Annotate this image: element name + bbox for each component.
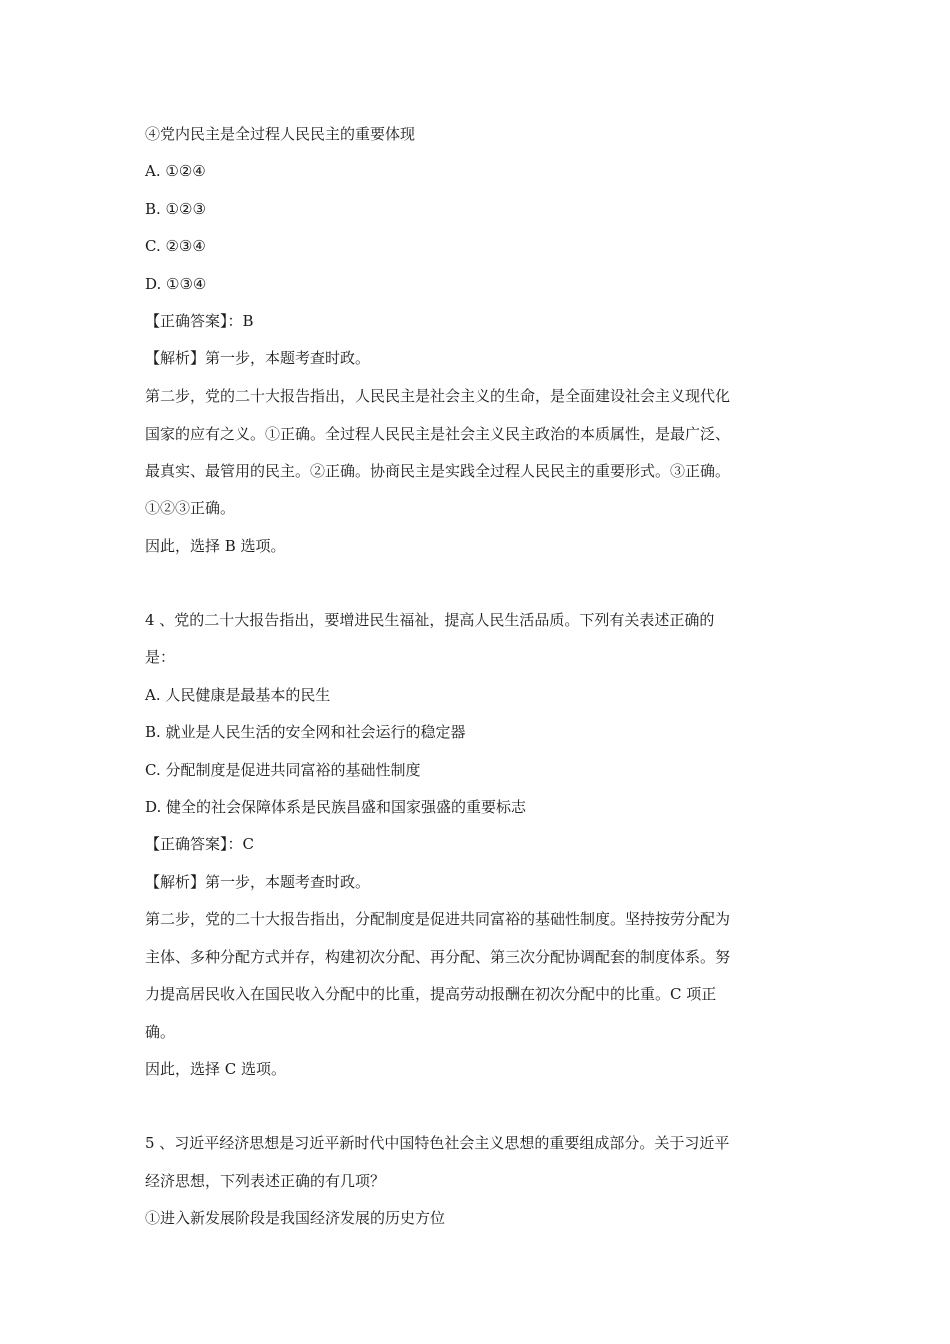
q4-analysis-head: 【解析】第一步，本题考查时政。 <box>145 873 371 891</box>
q3-analysis-line: 国家的应有之义。①正确。全过程人民民主是社会主义民主政治的本质属性，是最广泛、 <box>145 425 731 443</box>
q3-option-a: A. ①②④ <box>145 162 206 180</box>
q3-analysis-line: ①②③正确。 <box>145 499 236 517</box>
q3-analysis-line: 最真实、最管用的民主。②正确。协商民主是实践全过程人民民主的重要形式。③正确。 <box>145 462 731 480</box>
q4-option-b: B. 就业是人民生活的安全网和社会运行的稳定器 <box>145 723 466 741</box>
q4-option-c: C. 分配制度是促进共同富裕的基础性制度 <box>145 761 421 779</box>
q4-option-a: A. 人民健康是最基本的民生 <box>145 686 331 704</box>
q5-stem-line: 5 、习近平经济思想是习近平新时代中国特色社会主义思想的重要组成部分。关于习近平 <box>145 1134 730 1152</box>
q3-item-4: ④党内民主是全过程人民民主的重要体现 <box>145 125 416 143</box>
q4-analysis-line: 确。 <box>145 1023 176 1041</box>
q3-analysis-line: 第二步，党的二十大报告指出，人民民主是社会主义的生命，是全面建设社会主义现代化 <box>145 387 731 405</box>
q4-analysis-line: 力提高居民收入在国民收入分配中的比重，提高劳动报酬在初次分配中的比重。C 项正 <box>145 985 717 1003</box>
q4-answer: 【正确答案】：C <box>145 835 254 853</box>
q4-analysis-line: 第二步，党的二十大报告指出，分配制度是促进共同富裕的基础性制度。坚持按劳分配为 <box>145 910 731 928</box>
q4-analysis-line: 主体、多种分配方式并存，构建初次分配、再分配、第三次分配协调配套的制度体系。努 <box>145 948 731 966</box>
q5-item-1: ①进入新发展阶段是我国经济发展的历史方位 <box>145 1209 446 1227</box>
q5-stem-line: 经济思想，下列表述正确的有几项？ <box>145 1172 386 1190</box>
q3-conclusion: 因此，选择 B 选项。 <box>145 537 286 555</box>
q4-stem-line: 是： <box>145 648 176 666</box>
q4-conclusion: 因此，选择 C 选项。 <box>145 1060 287 1078</box>
q3-analysis-head: 【解析】第一步，本题考查时政。 <box>145 349 371 367</box>
q3-option-c: C. ②③④ <box>145 237 206 255</box>
q3-answer: 【正确答案】：B <box>145 312 254 330</box>
q4-stem-line: 4 、党的二十大报告指出，要增进民生福祉，提高人民生活品质。下列有关表述正确的 <box>145 611 715 629</box>
q3-option-b: B. ①②③ <box>145 200 206 218</box>
q3-option-d: D. ①③④ <box>145 275 207 293</box>
q4-option-d: D. 健全的社会保障体系是民族昌盛和国家强盛的重要标志 <box>145 798 527 816</box>
